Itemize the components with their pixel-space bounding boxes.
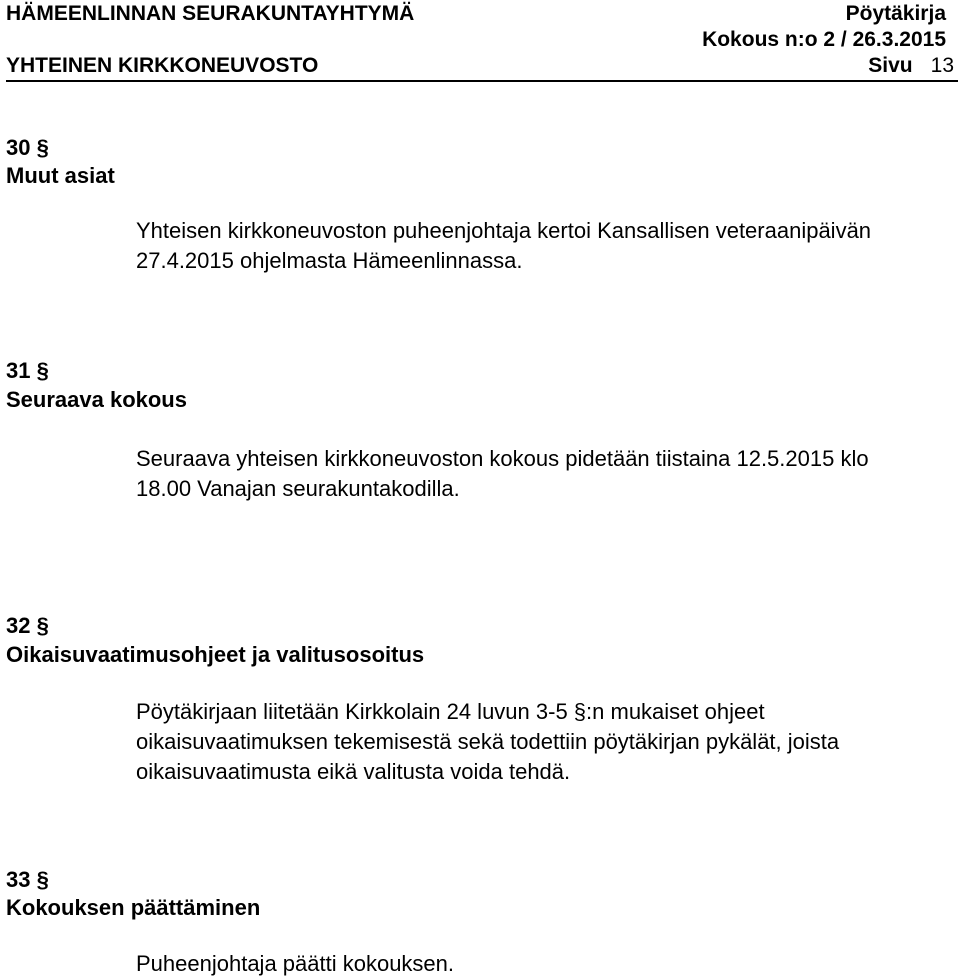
section-body (136, 697, 936, 787)
body-line: oikaisuvaatimusta eikä valitusta voida tehdä. (136, 759, 571, 784)
section-title: Kokouksen päättäminen (6, 895, 261, 920)
section-number: 33 § (6, 867, 49, 892)
section-title: Oikaisuvaatimusohjeet ja valitusosoitus (6, 642, 425, 667)
body-line: Yhteisen kirkkoneuvoston puheenjohtaja kertoi Kansallisen veteraanipäivän (136, 218, 872, 243)
org-name: HÄMEENLINNAN SEURAKUNTAYHTYMÄ (6, 2, 415, 25)
body-line: oikaisuvaatimuksen tekemisestä sekä todettiin pöytäkirjan pykälät, joista (136, 729, 840, 754)
section-number: 32 § (6, 613, 49, 638)
page-indicator (868, 54, 954, 78)
header-underline (6, 80, 958, 82)
body-line: Seuraava yhteisen kirkkoneuvoston kokous pidetään tiistaina 12.5.2015 klo (136, 446, 869, 471)
section-body (136, 444, 936, 504)
governing-body: YHTEINEN KIRKKONEUVOSTO (6, 54, 319, 77)
section-title: Seuraava kokous (6, 387, 187, 412)
body-line: 27.4.2015 ohjelmasta Hämeenlinnassa. (136, 248, 523, 273)
section-number: 30 § (6, 135, 49, 160)
section-body (136, 949, 936, 979)
meeting-label: Kokous n:o 2 / 26.3.2015 (702, 28, 946, 51)
section-title: Muut asiat (6, 163, 115, 188)
document-type: Pöytäkirja (845, 2, 946, 25)
section-body (136, 216, 936, 276)
section-number: 31 § (6, 358, 49, 383)
body-line: 18.00 Vanajan seurakuntakodilla. (136, 476, 460, 501)
page-label: Sivu (868, 54, 913, 77)
body-line: Puheenjohtaja päätti kokouksen. (136, 951, 455, 976)
body-line: Pöytäkirjaan liitetään Kirkkolain 24 luvun 3-5 §:n mukaiset ohjeet (136, 699, 765, 724)
page-number: 13 (930, 54, 954, 77)
